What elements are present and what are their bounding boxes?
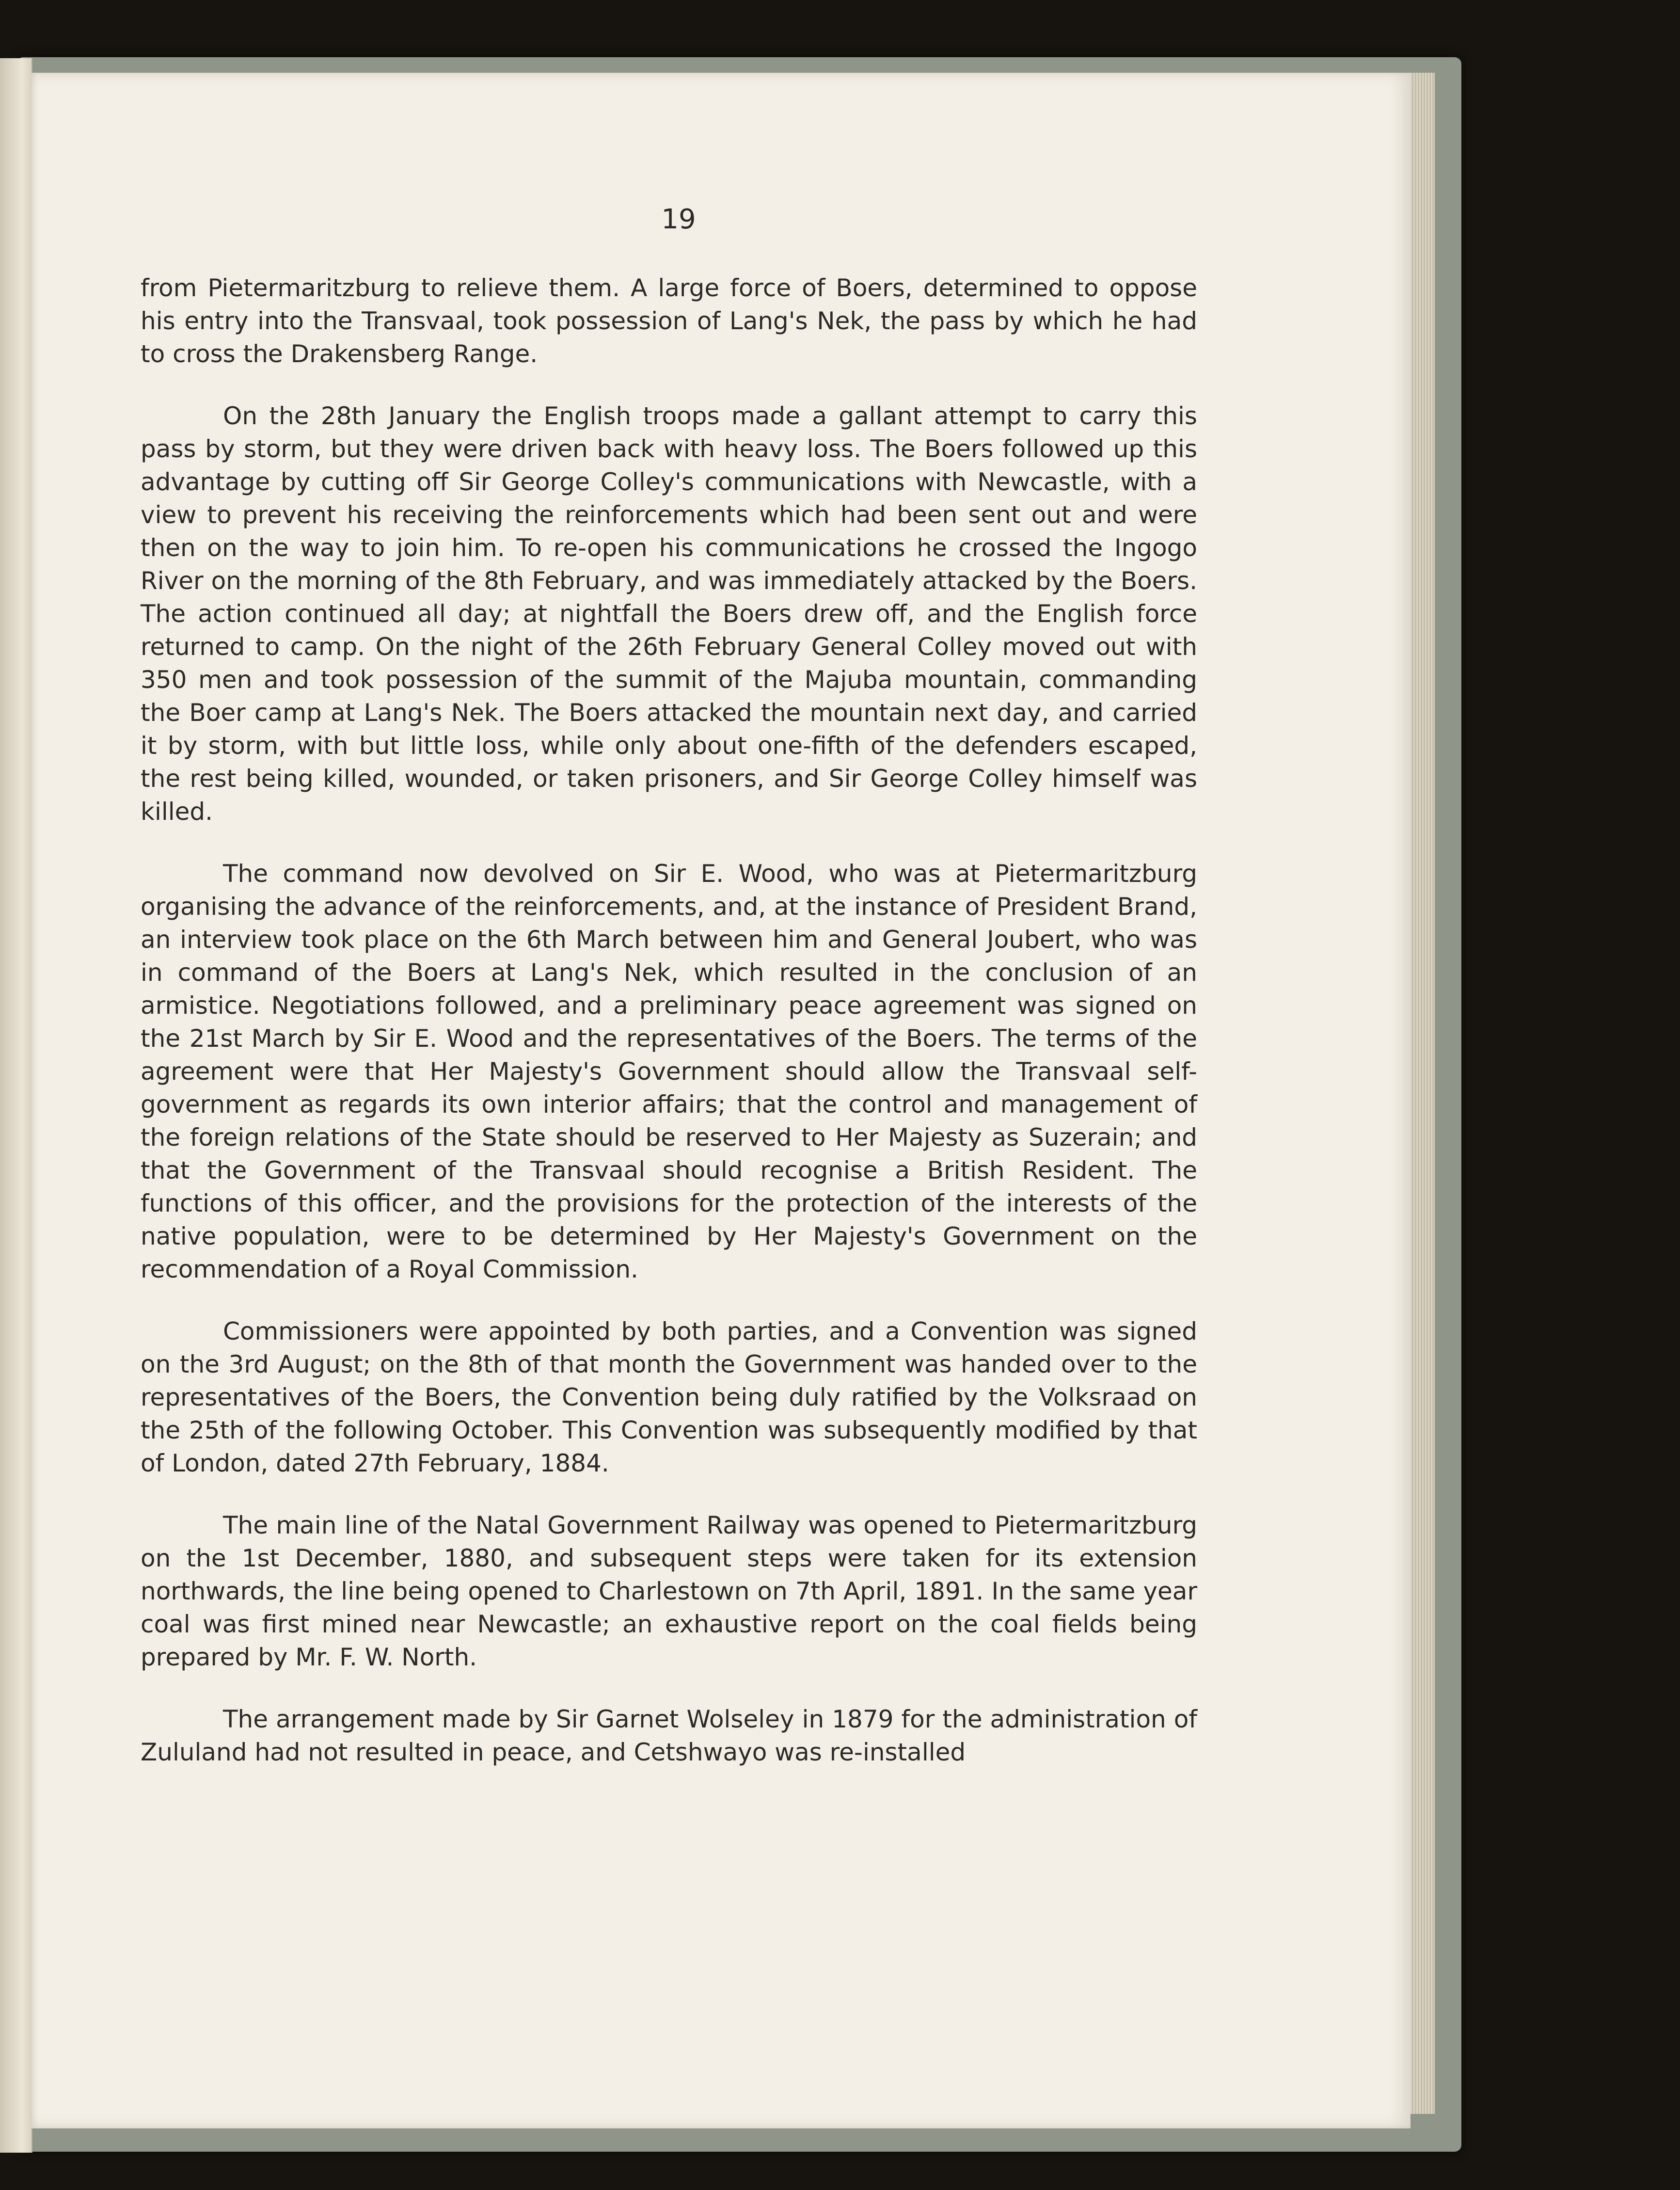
- paragraph-armistice: The command now devolved on Sir E. Wood, who was at Pietermaritzburg organising the advance of the reinforcements, and, at the instance of President Brand, an interview took place on the 6th March between him and General Joubert, who was in command of the Boers at Lang's Nek, which resulted in the conclusion of an armistice. Negotiations followed, and a preliminary peace agreement was signed on the 21st March by Sir E. Wood and the representatives of the Boers. The terms of the agreement were that Her Majesty's Government should allow the Transvaal self-government as regards its own interior affairs; that the control and management of the foreign relations of the State should be reserved to Her Majesty as Suzerain; and that the Government of the Transvaal should recognise a British Resident. The functions of this officer, and the provisions for the protection of the interests of the native population, were to be determined by Her Majesty's Government on the recommendation of a Royal Commission.: [141, 860, 1197, 1283]
- paragraph-railway: The main line of the Natal Government Railway was opened to Pietermaritzburg on the 1st December, 1880, and subsequent steps were taken for its extension northwards, the line being opened to Charlestown on 7th April, 1891. In the same year coal was first mined near Newcastle; an exhaustive report on the coal fields being prepared by Mr. F. W. North.: [141, 1511, 1197, 1671]
- paragraph-continued: from Pietermaritzburg to relieve them. A large force of Boers, determined to oppose his entry into the Transvaal, took possession of Lang's Nek, the pass by which he had to cross the Drakensberg Range.: [141, 274, 1197, 368]
- paragraph-majuba: On the 28th January the English troops made a gallant attempt to carry this pass by storm, but they were driven back with heavy loss. The Boers followed up this advantage by cutting off Sir George Colley's communications with Newcastle, with a view to prevent his receiving the reinforcements which had been sent out and were then on the way to join him. To re-open his communications he crossed the Ingogo River on the morning of the 8th February, and was immediately attacked by the Boers. The action continued all day; at nightfall the Boers drew off, and the English force returned to camp. On the night of the 26th February General Colley moved out with 350 men and took possession of the summit of the Majuba mountain, commanding the Boer camp at Lang's Nek. The Boers attacked the mountain next day, and carried it by storm, with but little loss, while only about one-fifth of the defenders escaped, the rest being killed, wounded, or taken prisoners, and Sir George Colley himself was killed.: [141, 402, 1197, 826]
- page-number: 19: [661, 204, 696, 235]
- paragraph-zululand: The arrangement made by Sir Garnet Wolseley in 1879 for the administration of Zululand had not resulted in peace, and Cetshwayo was re-installed: [141, 1705, 1197, 1766]
- page-body: [141, 272, 1197, 1798]
- left-page-edge: [0, 58, 32, 2153]
- paragraph-convention: Commissioners were appointed by both parties, and a Convention was signed on the 3rd August; on the 8th of that month the Government was handed over to the representatives of the Boers, the Convention being duly ratified by the Volksraad on the 25th of the following October. This Convention was subsequently modified by that of London, dated 27th February, 1884.: [141, 1317, 1197, 1477]
